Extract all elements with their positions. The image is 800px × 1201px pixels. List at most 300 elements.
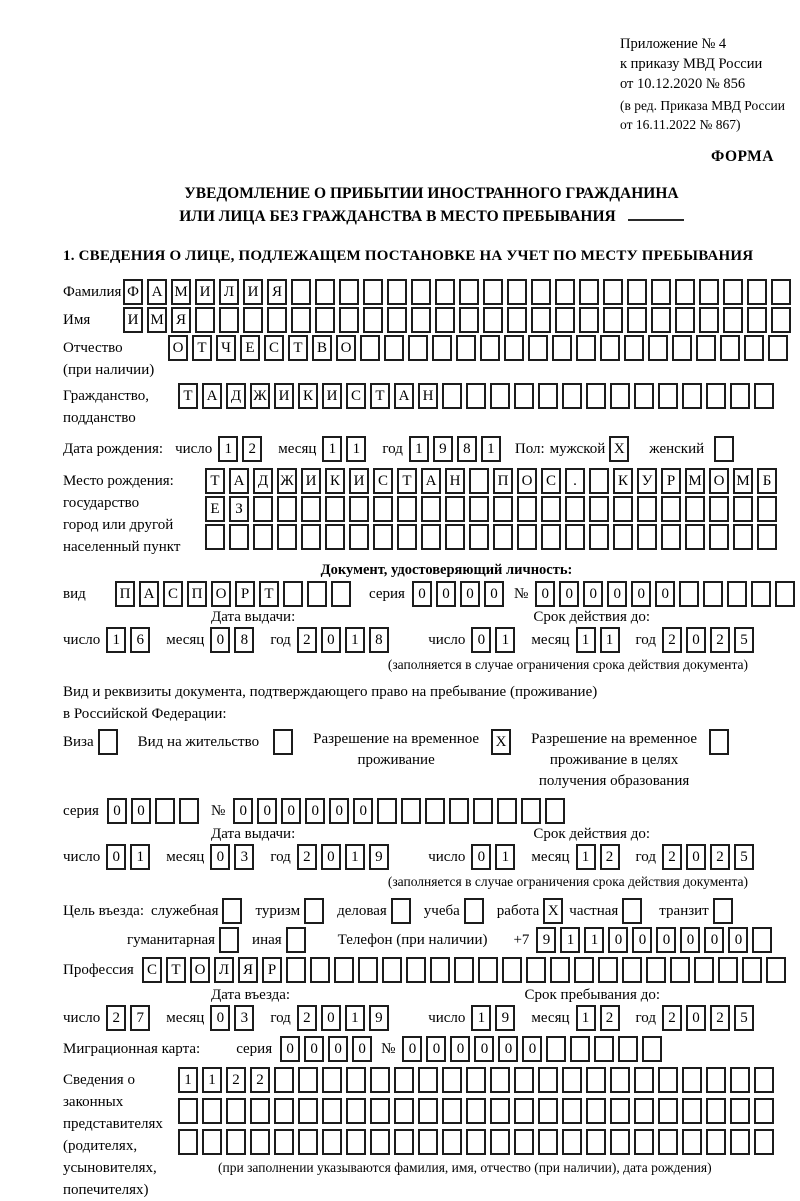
legal-reps-box[interactable] (586, 1098, 606, 1124)
doc-valid-month-box[interactable]: 1 (576, 627, 596, 653)
name-box[interactable] (363, 307, 383, 333)
birth-place-box[interactable]: Д (253, 468, 273, 494)
name-box[interactable]: И (123, 307, 143, 333)
birth-place-box[interactable] (421, 496, 441, 522)
permit-issue-day-box[interactable]: 0 (106, 844, 126, 870)
surname-box[interactable] (363, 279, 383, 305)
name-box[interactable]: Я (171, 307, 191, 333)
permit-series-box[interactable] (179, 798, 199, 824)
doc-series-box[interactable]: 0 (412, 581, 432, 607)
birth-year-box[interactable]: 1 (481, 436, 501, 462)
profession-box[interactable] (286, 957, 306, 983)
birth-place-box[interactable] (565, 496, 585, 522)
doc-number-box[interactable]: 0 (607, 581, 627, 607)
birth-place-box[interactable] (253, 496, 273, 522)
patronymic-box[interactable]: Ч (216, 335, 236, 361)
legal-reps-box[interactable] (730, 1067, 750, 1093)
name-box[interactable] (603, 307, 623, 333)
entry-day-box[interactable]: 7 (130, 1005, 150, 1031)
legal-reps-box[interactable]: 2 (250, 1067, 270, 1093)
birth-place-box[interactable]: А (229, 468, 249, 494)
legal-reps-box[interactable] (418, 1067, 438, 1093)
profession-box[interactable] (670, 957, 690, 983)
temp-permit-checkbox[interactable]: X (491, 729, 511, 755)
birth-place-box[interactable] (637, 496, 657, 522)
migcard-number-box[interactable]: 0 (522, 1036, 542, 1062)
entry-year-box[interactable]: 1 (345, 1005, 365, 1031)
surname-box[interactable] (555, 279, 575, 305)
legal-reps-box[interactable] (538, 1098, 558, 1124)
legal-reps-box[interactable] (346, 1098, 366, 1124)
birth-place-box[interactable] (589, 468, 609, 494)
surname-box[interactable] (747, 279, 767, 305)
legal-reps-box[interactable] (202, 1098, 222, 1124)
birth-place-box[interactable] (589, 524, 609, 550)
legal-reps-box[interactable] (178, 1129, 198, 1155)
profession-box[interactable] (478, 957, 498, 983)
surname-box[interactable]: А (147, 279, 167, 305)
birth-place-box[interactable] (373, 524, 393, 550)
name-box[interactable] (651, 307, 671, 333)
phone-box[interactable]: 1 (584, 927, 604, 953)
profession-box[interactable] (574, 957, 594, 983)
migcard-number-box[interactable]: 0 (498, 1036, 518, 1062)
birth-place-box[interactable] (613, 496, 633, 522)
doc-number-box[interactable]: 0 (655, 581, 675, 607)
legal-reps-box[interactable] (442, 1098, 462, 1124)
edu-permit-checkbox[interactable] (709, 729, 729, 755)
patronymic-box[interactable] (672, 335, 692, 361)
citizenship-box[interactable]: К (298, 383, 318, 409)
legal-reps-box[interactable] (610, 1129, 630, 1155)
patronymic-box[interactable]: Т (288, 335, 308, 361)
migcard-number-box[interactable] (570, 1036, 590, 1062)
name-box[interactable] (339, 307, 359, 333)
name-box[interactable] (483, 307, 503, 333)
permit-issue-month-box[interactable]: 3 (234, 844, 254, 870)
name-box[interactable] (699, 307, 719, 333)
patronymic-box[interactable] (480, 335, 500, 361)
name-box[interactable] (507, 307, 527, 333)
citizenship-box[interactable]: А (202, 383, 222, 409)
birth-place-box[interactable] (373, 496, 393, 522)
migcard-series-box[interactable]: 0 (304, 1036, 324, 1062)
name-box[interactable] (315, 307, 335, 333)
entry-year-box[interactable]: 2 (297, 1005, 317, 1031)
profession-box[interactable] (358, 957, 378, 983)
legal-reps-box[interactable] (562, 1067, 582, 1093)
permit-valid-day-box[interactable]: 1 (495, 844, 515, 870)
legal-reps-box[interactable] (610, 1098, 630, 1124)
surname-box[interactable] (483, 279, 503, 305)
visa-checkbox[interactable] (98, 729, 118, 755)
surname-box[interactable] (531, 279, 551, 305)
permit-valid-year-box[interactable]: 2 (662, 844, 682, 870)
birth-place-box[interactable]: . (565, 468, 585, 494)
permit-series-box[interactable]: 0 (107, 798, 127, 824)
phone-box[interactable]: 0 (608, 927, 628, 953)
profession-box[interactable] (694, 957, 714, 983)
permit-valid-month-box[interactable]: 1 (576, 844, 596, 870)
legal-reps-box[interactable] (418, 1098, 438, 1124)
name-box[interactable] (387, 307, 407, 333)
legal-reps-box[interactable] (754, 1129, 774, 1155)
permit-number-box[interactable] (425, 798, 445, 824)
patronymic-box[interactable]: В (312, 335, 332, 361)
birth-place-box[interactable]: П (493, 468, 513, 494)
citizenship-box[interactable] (562, 383, 582, 409)
doc-number-box[interactable]: 0 (559, 581, 579, 607)
birth-place-box[interactable] (229, 524, 249, 550)
male-checkbox[interactable]: X (609, 436, 629, 462)
birth-place-box[interactable] (301, 524, 321, 550)
permit-valid-year-box[interactable]: 2 (710, 844, 730, 870)
permit-valid-year-box[interactable]: 5 (734, 844, 754, 870)
citizenship-box[interactable] (466, 383, 486, 409)
profession-box[interactable] (742, 957, 762, 983)
birth-place-box[interactable] (445, 496, 465, 522)
entry-month-box[interactable]: 0 (210, 1005, 230, 1031)
legal-reps-box[interactable] (514, 1067, 534, 1093)
migcard-number-box[interactable]: 0 (474, 1036, 494, 1062)
profession-box[interactable]: Л (214, 957, 234, 983)
legal-reps-box[interactable] (370, 1129, 390, 1155)
legal-reps-box[interactable] (466, 1098, 486, 1124)
permit-number-box[interactable] (497, 798, 517, 824)
legal-reps-box[interactable] (754, 1098, 774, 1124)
birth-place-box[interactable]: У (637, 468, 657, 494)
legal-reps-box[interactable] (226, 1098, 246, 1124)
migcard-number-box[interactable]: 0 (402, 1036, 422, 1062)
birth-place-box[interactable]: Б (757, 468, 777, 494)
permit-valid-month-box[interactable]: 2 (600, 844, 620, 870)
birth-year-box[interactable]: 1 (409, 436, 429, 462)
profession-box[interactable]: О (190, 957, 210, 983)
surname-box[interactable] (435, 279, 455, 305)
legal-reps-box[interactable] (538, 1067, 558, 1093)
birth-place-box[interactable] (397, 524, 417, 550)
permit-number-box[interactable] (473, 798, 493, 824)
legal-reps-box[interactable] (490, 1129, 510, 1155)
legal-reps-box[interactable] (274, 1067, 294, 1093)
permit-number-box[interactable] (449, 798, 469, 824)
name-box[interactable] (435, 307, 455, 333)
permit-number-box[interactable]: 0 (233, 798, 253, 824)
patronymic-box[interactable] (432, 335, 452, 361)
legal-reps-box[interactable] (562, 1098, 582, 1124)
profession-box[interactable] (430, 957, 450, 983)
legal-reps-box[interactable] (730, 1098, 750, 1124)
legal-reps-box[interactable] (346, 1067, 366, 1093)
birth-place-box[interactable]: Е (205, 496, 225, 522)
doc-number-box[interactable]: 0 (583, 581, 603, 607)
patronymic-box[interactable] (576, 335, 596, 361)
doc-type-box[interactable] (283, 581, 303, 607)
legal-reps-box[interactable] (658, 1129, 678, 1155)
patronymic-box[interactable] (648, 335, 668, 361)
patronymic-box[interactable] (696, 335, 716, 361)
profession-box[interactable]: Я (238, 957, 258, 983)
patronymic-box[interactable]: Т (192, 335, 212, 361)
doc-number-box[interactable] (679, 581, 699, 607)
legal-reps-box[interactable] (442, 1067, 462, 1093)
work-checkbox[interactable]: X (543, 898, 563, 924)
citizenship-box[interactable]: Т (370, 383, 390, 409)
name-box[interactable] (219, 307, 239, 333)
birth-place-box[interactable]: Т (205, 468, 225, 494)
birth-place-box[interactable] (517, 496, 537, 522)
name-box[interactable] (243, 307, 263, 333)
doc-type-box[interactable]: Т (259, 581, 279, 607)
surname-box[interactable]: Я (267, 279, 287, 305)
birth-place-box[interactable] (541, 524, 561, 550)
patronymic-box[interactable] (624, 335, 644, 361)
name-box[interactable] (291, 307, 311, 333)
private-checkbox[interactable] (622, 898, 642, 924)
legal-reps-box[interactable] (274, 1129, 294, 1155)
doc-type-box[interactable]: О (211, 581, 231, 607)
birth-place-box[interactable] (469, 524, 489, 550)
doc-number-box[interactable]: 0 (535, 581, 555, 607)
legal-reps-box[interactable] (394, 1067, 414, 1093)
surname-box[interactable]: И (195, 279, 215, 305)
surname-box[interactable] (699, 279, 719, 305)
permit-number-box[interactable] (401, 798, 421, 824)
patronymic-box[interactable] (600, 335, 620, 361)
birth-place-box[interactable] (493, 524, 513, 550)
legal-reps-box[interactable] (754, 1067, 774, 1093)
legal-reps-box[interactable] (394, 1129, 414, 1155)
surname-box[interactable] (387, 279, 407, 305)
birth-place-box[interactable]: К (325, 468, 345, 494)
legal-reps-box[interactable] (298, 1098, 318, 1124)
phone-box[interactable]: 0 (680, 927, 700, 953)
migcard-number-box[interactable] (594, 1036, 614, 1062)
citizenship-box[interactable]: Д (226, 383, 246, 409)
birth-place-box[interactable] (469, 468, 489, 494)
birth-place-box[interactable]: М (733, 468, 753, 494)
migcard-series-box[interactable]: 0 (352, 1036, 372, 1062)
profession-box[interactable] (598, 957, 618, 983)
surname-box[interactable] (603, 279, 623, 305)
birth-place-box[interactable] (277, 496, 297, 522)
name-box[interactable] (267, 307, 287, 333)
citizenship-box[interactable] (658, 383, 678, 409)
doc-type-box[interactable] (307, 581, 327, 607)
permit-number-box[interactable]: 0 (257, 798, 277, 824)
name-box[interactable] (555, 307, 575, 333)
birth-place-box[interactable] (709, 496, 729, 522)
legal-reps-box[interactable] (370, 1098, 390, 1124)
birth-year-box[interactable]: 9 (433, 436, 453, 462)
birth-place-box[interactable]: О (517, 468, 537, 494)
citizenship-box[interactable]: С (346, 383, 366, 409)
birth-place-box[interactable] (469, 496, 489, 522)
birth-place-box[interactable]: Р (661, 468, 681, 494)
phone-box[interactable]: 0 (656, 927, 676, 953)
stay-year-box[interactable]: 2 (710, 1005, 730, 1031)
birth-place-box[interactable] (349, 496, 369, 522)
name-box[interactable] (459, 307, 479, 333)
legal-reps-box[interactable] (730, 1129, 750, 1155)
legal-reps-box[interactable] (682, 1098, 702, 1124)
permit-issue-year-box[interactable]: 2 (297, 844, 317, 870)
female-checkbox[interactable] (714, 436, 734, 462)
birth-place-box[interactable] (517, 524, 537, 550)
legal-reps-box[interactable] (634, 1098, 654, 1124)
profession-box[interactable] (526, 957, 546, 983)
profession-box[interactable] (454, 957, 474, 983)
birth-place-box[interactable]: С (541, 468, 561, 494)
permit-number-box[interactable] (521, 798, 541, 824)
birth-place-box[interactable]: К (613, 468, 633, 494)
surname-box[interactable] (315, 279, 335, 305)
doc-valid-year-box[interactable]: 0 (686, 627, 706, 653)
surname-box[interactable] (339, 279, 359, 305)
doc-issue-day-box[interactable]: 6 (130, 627, 150, 653)
phone-box[interactable] (752, 927, 772, 953)
birth-place-box[interactable] (325, 524, 345, 550)
doc-valid-day-box[interactable]: 0 (471, 627, 491, 653)
migcard-number-box[interactable] (546, 1036, 566, 1062)
phone-box[interactable]: 0 (704, 927, 724, 953)
surname-box[interactable] (675, 279, 695, 305)
business-checkbox[interactable] (391, 898, 411, 924)
legal-reps-box[interactable] (586, 1129, 606, 1155)
profession-box[interactable] (310, 957, 330, 983)
legal-reps-box[interactable] (514, 1098, 534, 1124)
citizenship-box[interactable] (706, 383, 726, 409)
permit-issue-day-box[interactable]: 1 (130, 844, 150, 870)
doc-type-box[interactable]: А (139, 581, 159, 607)
surname-box[interactable] (411, 279, 431, 305)
birth-place-box[interactable] (661, 496, 681, 522)
permit-series-box[interactable]: 0 (131, 798, 151, 824)
legal-reps-box[interactable]: 2 (226, 1067, 246, 1093)
phone-box[interactable]: 9 (536, 927, 556, 953)
profession-box[interactable] (406, 957, 426, 983)
name-box[interactable]: М (147, 307, 167, 333)
migcard-number-box[interactable]: 0 (450, 1036, 470, 1062)
patronymic-box[interactable]: О (168, 335, 188, 361)
permit-series-box[interactable] (155, 798, 175, 824)
patronymic-box[interactable] (528, 335, 548, 361)
legal-reps-box[interactable] (586, 1067, 606, 1093)
legal-reps-box[interactable] (514, 1129, 534, 1155)
citizenship-box[interactable] (442, 383, 462, 409)
other-checkbox[interactable] (286, 927, 306, 953)
legal-reps-box[interactable] (394, 1098, 414, 1124)
legal-reps-box[interactable] (466, 1129, 486, 1155)
birth-place-box[interactable] (301, 496, 321, 522)
legal-reps-box[interactable] (418, 1129, 438, 1155)
residence-permit-checkbox[interactable] (273, 729, 293, 755)
stay-month-box[interactable]: 1 (576, 1005, 596, 1031)
permit-number-box[interactable]: 0 (329, 798, 349, 824)
legal-reps-box[interactable] (226, 1129, 246, 1155)
legal-reps-box[interactable] (322, 1129, 342, 1155)
permit-number-box[interactable] (545, 798, 565, 824)
doc-issue-year-box[interactable]: 8 (369, 627, 389, 653)
name-box[interactable] (675, 307, 695, 333)
birth-month-box[interactable]: 1 (346, 436, 366, 462)
migcard-number-box[interactable] (618, 1036, 638, 1062)
permit-number-box[interactable]: 0 (305, 798, 325, 824)
stay-day-box[interactable]: 1 (471, 1005, 491, 1031)
citizenship-box[interactable]: А (394, 383, 414, 409)
legal-reps-box[interactable] (370, 1067, 390, 1093)
surname-box[interactable] (579, 279, 599, 305)
doc-type-box[interactable]: С (163, 581, 183, 607)
birth-day-box[interactable]: 1 (218, 436, 238, 462)
name-box[interactable] (531, 307, 551, 333)
surname-box[interactable] (507, 279, 527, 305)
legal-reps-box[interactable] (274, 1098, 294, 1124)
citizenship-box[interactable]: Н (418, 383, 438, 409)
citizenship-box[interactable] (610, 383, 630, 409)
legal-reps-box[interactable] (610, 1067, 630, 1093)
doc-series-box[interactable]: 0 (484, 581, 504, 607)
legal-reps-box[interactable] (706, 1067, 726, 1093)
humanitarian-checkbox[interactable] (219, 927, 239, 953)
legal-reps-box[interactable] (490, 1067, 510, 1093)
birth-year-box[interactable]: 8 (457, 436, 477, 462)
surname-box[interactable] (291, 279, 311, 305)
entry-year-box[interactable]: 9 (369, 1005, 389, 1031)
birth-place-box[interactable] (349, 524, 369, 550)
tourism-checkbox[interactable] (304, 898, 324, 924)
doc-type-box[interactable]: Р (235, 581, 255, 607)
birth-place-box[interactable]: С (373, 468, 393, 494)
phone-box[interactable]: 1 (560, 927, 580, 953)
birth-place-box[interactable] (757, 524, 777, 550)
profession-box[interactable] (622, 957, 642, 983)
birth-place-box[interactable]: З (229, 496, 249, 522)
birth-place-box[interactable] (325, 496, 345, 522)
profession-box[interactable] (382, 957, 402, 983)
doc-valid-month-box[interactable]: 1 (600, 627, 620, 653)
doc-issue-year-box[interactable]: 2 (297, 627, 317, 653)
name-box[interactable] (411, 307, 431, 333)
birth-place-box[interactable] (493, 496, 513, 522)
doc-issue-month-box[interactable]: 0 (210, 627, 230, 653)
stay-year-box[interactable]: 0 (686, 1005, 706, 1031)
patronymic-box[interactable] (360, 335, 380, 361)
permit-valid-year-box[interactable]: 0 (686, 844, 706, 870)
birth-place-box[interactable] (421, 524, 441, 550)
surname-box[interactable]: Ф (123, 279, 143, 305)
legal-reps-box[interactable] (682, 1067, 702, 1093)
name-box[interactable] (747, 307, 767, 333)
patronymic-box[interactable] (456, 335, 476, 361)
citizenship-box[interactable] (538, 383, 558, 409)
birth-place-box[interactable] (685, 496, 705, 522)
migcard-number-box[interactable] (642, 1036, 662, 1062)
stay-day-box[interactable]: 9 (495, 1005, 515, 1031)
doc-valid-day-box[interactable]: 1 (495, 627, 515, 653)
permit-issue-year-box[interactable]: 1 (345, 844, 365, 870)
stay-year-box[interactable]: 2 (662, 1005, 682, 1031)
profession-box[interactable]: Р (262, 957, 282, 983)
permit-number-box[interactable]: 0 (353, 798, 373, 824)
citizenship-box[interactable]: Ж (250, 383, 270, 409)
doc-number-box[interactable] (727, 581, 747, 607)
birth-place-box[interactable] (733, 496, 753, 522)
name-box[interactable] (627, 307, 647, 333)
birth-place-box[interactable] (445, 524, 465, 550)
legal-reps-box[interactable] (466, 1067, 486, 1093)
doc-number-box[interactable] (703, 581, 723, 607)
